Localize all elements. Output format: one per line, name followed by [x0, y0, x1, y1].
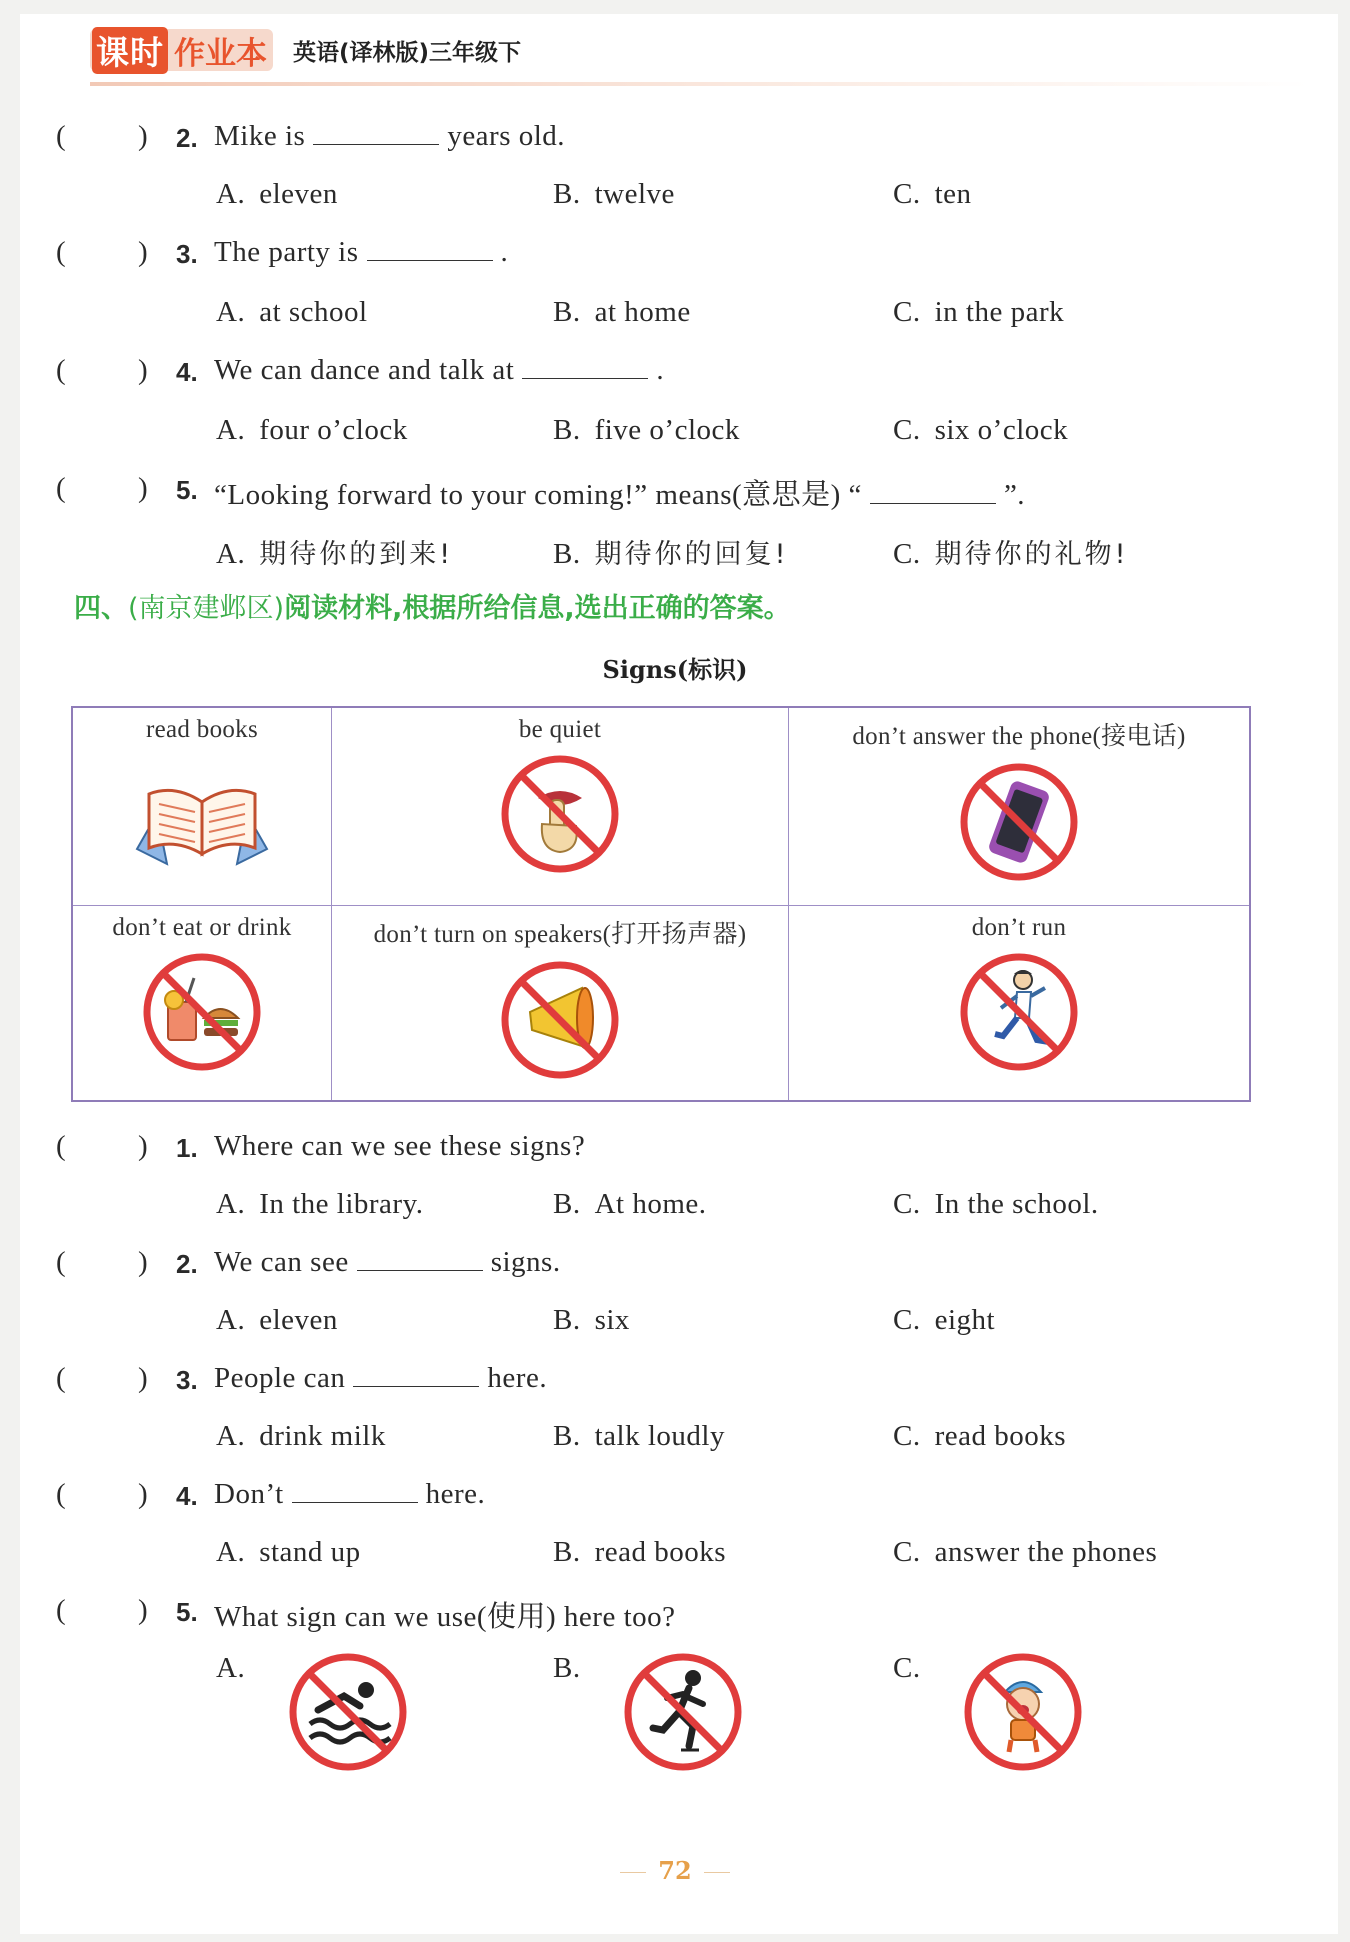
- no-shouting-icon: [963, 1652, 1083, 1772]
- question-text: Mike is: [214, 120, 306, 152]
- option-a[interactable]: A. drink milk: [216, 1420, 386, 1452]
- option-c[interactable]: C. answer the phones: [893, 1536, 1158, 1568]
- option-c[interactable]: C. In the school.: [893, 1188, 1099, 1220]
- option-b[interactable]: B. twelve: [553, 178, 675, 210]
- question-number: 3.: [176, 1365, 198, 1395]
- question-number: 1.: [176, 1133, 198, 1163]
- answer-blank[interactable]: [353, 1362, 479, 1387]
- option-a[interactable]: A.: [216, 1652, 259, 1685]
- no-swimming-icon: [288, 1652, 408, 1772]
- sign-cell-be-quiet: [332, 708, 788, 905]
- option-c[interactable]: C. in the park: [893, 296, 1065, 328]
- header-divider: [90, 82, 1310, 86]
- question-number: 5.: [176, 475, 198, 505]
- brand-logo-part-2: 作业本: [174, 35, 267, 72]
- no-noise-icon: [500, 754, 620, 874]
- book-header: [90, 22, 521, 78]
- section-heading: [74, 586, 791, 625]
- no-phone-icon: [959, 762, 1079, 882]
- question-number: 2.: [176, 1249, 198, 1279]
- sign-cell-no-food: [73, 906, 331, 1100]
- question-text-end: here.: [487, 1362, 548, 1394]
- question-text: We can see: [214, 1246, 349, 1278]
- answer-blank[interactable]: [870, 479, 996, 504]
- sign-label: don’t eat or drink: [112, 914, 292, 941]
- signs-title: Signs(标识): [602, 655, 748, 684]
- no-food-drink-icon: [142, 952, 262, 1072]
- question-number: 4.: [176, 1481, 198, 1511]
- brand-logo: [90, 29, 273, 71]
- option-c[interactable]: C. read books: [893, 1420, 1067, 1452]
- question-text-end: signs.: [490, 1246, 561, 1278]
- question-number: 5.: [176, 1597, 198, 1627]
- answer-blank[interactable]: [357, 1246, 483, 1271]
- no-skating-icon: [623, 1652, 743, 1772]
- option-a[interactable]: A. four o’clock: [216, 414, 408, 446]
- sign-label: read books: [146, 716, 258, 743]
- question-text: What sign can we use(使用) here too?: [214, 1601, 676, 1633]
- sign-cell-no-phone: [789, 708, 1249, 905]
- question-text-end: ”.: [1003, 479, 1026, 511]
- question-text: We can dance and talk at: [214, 354, 515, 386]
- option-a[interactable]: A. at school: [216, 296, 368, 328]
- signs-table: [71, 706, 1251, 1102]
- question-text: The party is: [214, 236, 359, 268]
- question-text-end: .: [500, 236, 509, 268]
- page-number: 72: [0, 1856, 1350, 1885]
- answer-blank[interactable]: [292, 1478, 418, 1503]
- option-b[interactable]: B. at home: [553, 296, 691, 328]
- answer-blank[interactable]: [313, 120, 439, 145]
- sign-label: don’t turn on speakers(打开扬声器): [373, 921, 747, 948]
- option-c[interactable]: C. ten: [893, 178, 972, 210]
- no-speaker-icon: [500, 960, 620, 1080]
- question-text: People can: [214, 1362, 346, 1394]
- option-b[interactable]: B.: [553, 1652, 595, 1685]
- option-a[interactable]: A. stand up: [216, 1536, 361, 1568]
- option-b[interactable]: B. talk loudly: [553, 1420, 725, 1452]
- answer-blank[interactable]: [367, 236, 493, 261]
- option-a[interactable]: A. In the library.: [216, 1188, 424, 1220]
- question-text-end: here.: [425, 1478, 486, 1510]
- question-text-end: .: [656, 354, 665, 386]
- sign-label: don’t run: [971, 914, 1067, 941]
- subject-title: 英语(译林版)三年级下: [293, 39, 522, 66]
- section-number: 四、: [74, 593, 128, 624]
- question-number: 4.: [176, 357, 198, 387]
- option-c[interactable]: C. eight: [893, 1304, 996, 1336]
- sign-cell-read-books: [73, 708, 331, 905]
- no-running-icon: [959, 952, 1079, 1072]
- option-c[interactable]: C. six o’clock: [893, 414, 1069, 446]
- option-b[interactable]: B. five o’clock: [553, 414, 740, 446]
- question-number: 3.: [176, 239, 198, 269]
- sign-cell-no-running: [789, 906, 1249, 1100]
- question-text: Don’t: [214, 1478, 284, 1510]
- option-b[interactable]: B. read books: [553, 1536, 727, 1568]
- option-c[interactable]: C. 期待你的礼物!: [893, 538, 1129, 570]
- question-number: 2.: [176, 123, 198, 153]
- brand-logo-part-1: 课时: [92, 27, 168, 74]
- option-b[interactable]: B. six: [553, 1304, 630, 1336]
- option-c[interactable]: C.: [893, 1652, 935, 1685]
- option-a[interactable]: A. eleven: [216, 178, 338, 210]
- option-b[interactable]: B. At home.: [553, 1188, 707, 1220]
- question-text: “Looking forward to your coming!” means(意思是) “: [214, 479, 862, 511]
- sign-label: be quiet: [518, 716, 602, 743]
- sign-cell-no-speakers: [332, 906, 788, 1100]
- option-b[interactable]: B. 期待你的回复!: [553, 538, 789, 570]
- answer-blank[interactable]: [522, 354, 648, 379]
- option-a[interactable]: A. 期待你的到来!: [216, 538, 454, 570]
- option-a[interactable]: A. eleven: [216, 1304, 338, 1336]
- section-instruction: 阅读材料,根据所给信息,选出正确的答案。: [284, 593, 791, 624]
- open-book-icon: [127, 754, 277, 874]
- sign-label: don’t answer the phone(接电话): [852, 723, 1186, 750]
- section-region: (南京建邺区): [128, 593, 285, 624]
- question-text: Where can we see these signs?: [214, 1130, 586, 1162]
- question-text-end: years old.: [447, 120, 566, 152]
